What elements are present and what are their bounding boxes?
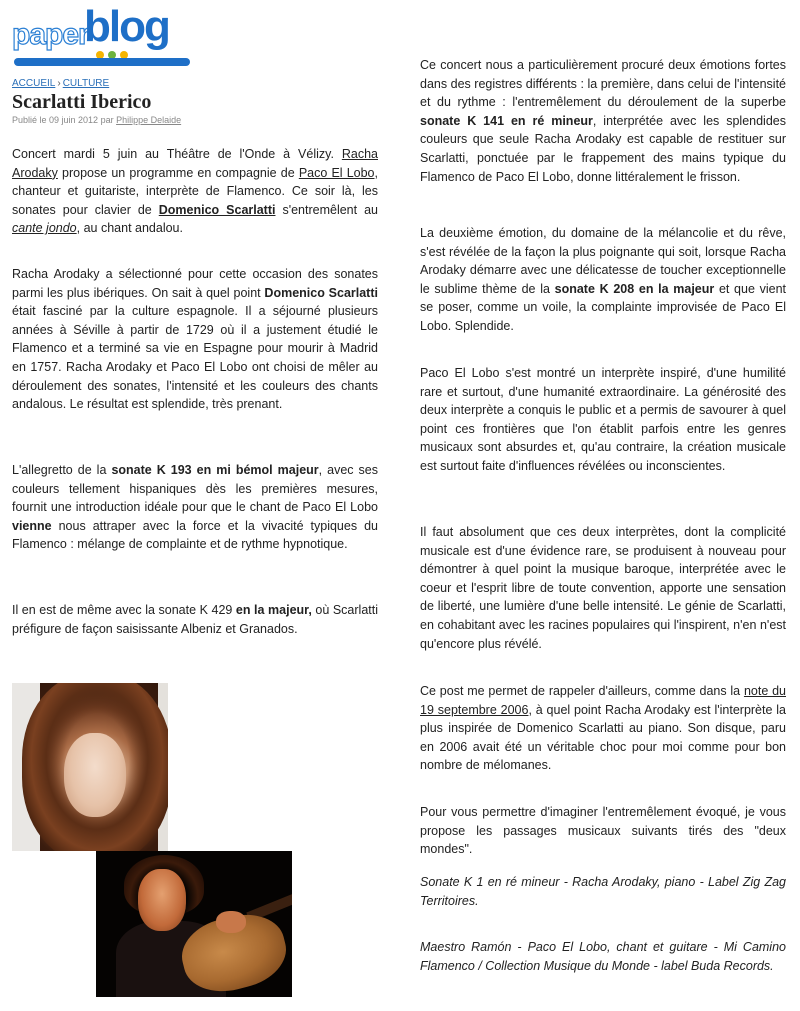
paragraph-premiere-emotion: Ce concert nous a particulièrement procuré deux émotions fortes dans des registres différents : la première, dans celui de l'intensité et du rythme : l'entremêlement du déroulement de la superbe sonate K 141 en ré mineur, interprétée avec les splendides couleurs que seule Racha Arodaky est capable de restituer sur Scarlatti, ponctuée par le frappement des mains typique du Flamenco de Paco El Lobo, donne littéralement le frisson. (420, 58, 786, 184)
logo-text-paper: paper (12, 18, 89, 51)
bold-domenico-scarlatti: Domenico Scarlatti (264, 285, 378, 300)
breadcrumb-separator: › (57, 78, 61, 89)
caption-sonate-k1: Sonate K 1 en ré mineur - Racha Arodaky, piano - Label Zig Zag Territoires. (420, 875, 786, 908)
paragraph-paco-el-lobo: Paco El Lobo s'est montré un interprète inspiré, d'une humilité rare et surtout, d'une humanité extraordinaire. La générosité des deux interprète a conquis le public et a permis de savourer à quel point ces frontières que l'on établit parfois entre les genres musicaux sont absurdes et, qu'au contraire, la création musicale est surtout faite d'influences révélées ou inconscientes. (420, 366, 786, 473)
bold-sonate-k141: sonate K 141 en ré mineur (420, 113, 593, 128)
paragraph-selection: Racha Arodaky a sélectionné pour cette occasion des sonates parmi les plus ibériques. On sait à quel point Domenico Scarlatti était fasciné par la culture espagnole. Il a séjourné plusieurs années à Séville à partir de 1729 où il a justement étudié le Flamenco et a terminé sa vie en Espagne pour mourir à Madrid en 1757. Racha Arodaky et Paco El Lobo ont choisi de mêler au déroulement des sonates, l'intensité et les couleurs des chants andalous. Le résultat est splendide, très prenant. (12, 267, 378, 412)
paragraph-interpretes: Il faut absolument que ces deux interprètes, dont la complicité musicale est d'une évidence rare, se produisent à nouveau pour démontrer à quel point la musique baroque, interprétée avec le coeur et l'esprit libre de toute convention, apporte une sensation de liberté, une lumière d'une belle intensité. Le génie de Scarlatti, en cohabitant avec les racines populaires qui l'inspirent, n'en n'est qu'encore plus révélé. (420, 525, 786, 651)
breadcrumb (12, 78, 109, 89)
bold-sonate-k208: sonate K 208 en la majeur (554, 281, 715, 296)
logo-text-blog: blog (84, 2, 169, 51)
link-paco-el-lobo[interactable]: Paco El Lobo (298, 165, 375, 180)
bold-en-la-majeur: en la majeur, (235, 603, 312, 617)
link-cante-jondo[interactable]: cante jondo (12, 221, 77, 236)
breadcrumb-home-link[interactable]: ACCUEIL (12, 78, 56, 89)
article-title: Scarlatti Iberico (12, 91, 152, 113)
left-column (12, 145, 378, 238)
link-note-19-septembre-2006[interactable]: note du 19 septembre 2006 (420, 684, 786, 717)
paragraph-k429: Il en est de même avec la sonate K 429 en la majeur, où Scarlatti préfigure de façon saisissante Albeniz et Granados. (12, 603, 378, 636)
caption-maestro-ramon: Maestro Ramón - Paco El Lobo, chant et guitare - Mi Camino Flamenco / Collection Musique du Monde - label Buda Records. (420, 940, 786, 973)
paragraph-deuxieme-emotion: La deuxième émotion, du domaine de la mélancolie et du rêve, s'est révélée de la façon la plus poignante qui soit, lorsque Racha Arodaky démarre avec une délicatesse de toucher exceptionnelle le sublime thème de la sonate K 208 en la majeur et que vient se poser, comme un voile, la complainte improvisée de Paco El Lobo. Splendide. (420, 226, 786, 333)
byline-date: Publié le 09 juin 2012 par (12, 115, 117, 125)
breadcrumb-category-link[interactable]: CULTURE (62, 78, 110, 89)
paragraph-intro: Concert mardi 5 juin au Théâtre de l'Onde à Vélizy. Racha Arodaky propose un programme en compagnie de Paco El Lobo, chanteur et guitariste, interprète de Flamenco. Ce soir là, les sonates pour clavier de Domenico Scarlatti s'entremêlent au cante jondo, au chant andalou. (12, 147, 378, 236)
racha-arodaky-photo (12, 683, 168, 851)
paragraph-passages-musicaux: Pour vous permettre d'imaginer l'entremêlement évoqué, je vous propose les passages musicaux suivants tirés des "deux mondes". (420, 805, 786, 857)
logo-dots (96, 46, 132, 58)
paragraph-allegretto: L'allegretto de la sonate K 193 en mi bémol majeur, avec ses couleurs tellement hispaniques dès les premières mesures, fournit une introduction idéale pour que le chant de Paco El Lobo vienne nous attraper avec la force et la vivacité typiques du Flamenco : mélange de complainte et de rythme hypnotique. (12, 463, 379, 552)
byline (12, 115, 181, 125)
bold-vienne: vienne (12, 518, 52, 533)
paragraph-rappel: Ce post me permet de rappeler d'ailleurs, comme dans la note du 19 septembre 2006, à quel point Racha Arodaky est l'interprète la plus inspirée de Domenico Scarlatti au piano. Son disque, paru en 2006 avait été un véritable choc pour moi comme pour bon nombre de mélomanes. (420, 684, 786, 773)
paperblog-logo[interactable] (6, 0, 193, 70)
author-link[interactable]: Philippe Delaide (116, 115, 182, 125)
bold-sonate-k193: sonate K 193 en mi bémol majeur (111, 463, 319, 477)
link-domenico-scarlatti[interactable]: Domenico Scarlatti (158, 202, 276, 217)
logo-bar (14, 58, 190, 66)
paco-el-lobo-photo (96, 851, 292, 997)
link-racha-arodaky[interactable]: Racha Arodaky (12, 147, 378, 180)
